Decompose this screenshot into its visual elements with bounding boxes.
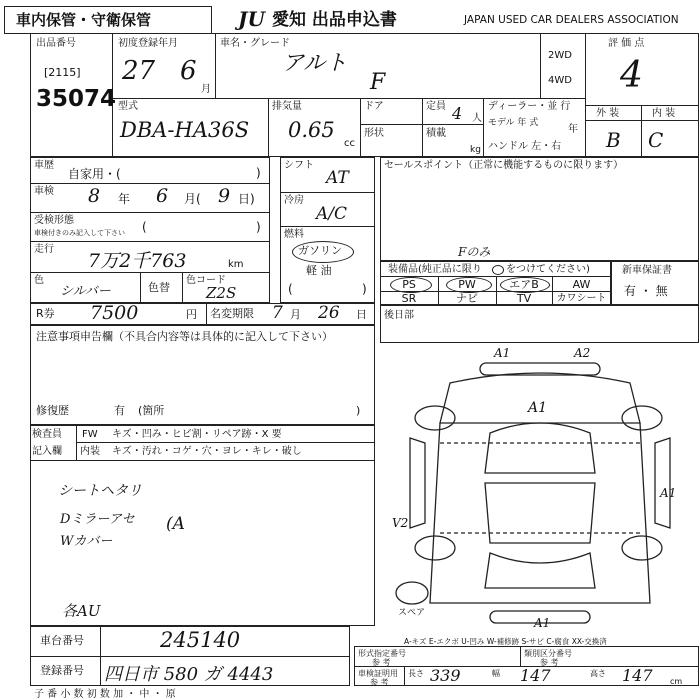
mark-v2-left: V2 [392,516,409,530]
registration-year: 27 [122,56,156,86]
interior-label: 内 装 [652,108,676,119]
vin-spec-label: 形式指定番号 [358,649,406,658]
rear-seat-label: 後日部 [384,310,414,321]
fuel-diesel: 軽 油 [306,264,332,277]
fuel-label: 燃料 [284,229,304,240]
aircon-value: A/C [316,204,348,224]
mileage-value: 7万2千763 [88,250,187,272]
dimension-unit: cm [670,677,683,686]
note-wcover: Wカバー [60,534,113,549]
cert-sub: 参 考 [370,678,389,687]
rating-score: 4 [620,55,643,96]
history-value: 自家用・( [68,167,121,181]
color-code-label: 色コード [186,275,226,286]
model-label: 型式 [118,101,138,112]
dealer-import-label: ディーラー・並 行 [488,101,571,112]
dealer-year-unit: 年 [568,124,578,135]
r-ticket-unit: 円 [186,308,197,321]
accept-note: 車検付きのみ記入して下さい [34,229,125,237]
history-label: 車歴 [34,160,54,171]
note-a: (A [166,514,185,534]
width-value: 147 [520,666,551,685]
warranty-value: 有 ・ 無 [624,284,668,298]
car-damage-diagram [380,343,699,643]
interior-grade: C [648,128,664,152]
chassis-value: 245140 [160,628,241,652]
drive-4wd: 4WD [548,75,572,86]
mileage-label: 走行 [34,244,54,255]
category-sub: 参 考 [540,658,559,667]
fuel-open: ( [288,282,293,296]
registration-label: 初度登録年月 [118,38,178,49]
notes-label: 注意事項申告欄（不具合内容等は具体的に記入して下さい） [36,330,333,343]
equip-pw: PW [458,278,476,291]
dealer-model-year-label: モデル 年 式 [488,118,539,128]
equip-tv: TV [516,292,532,305]
mark-a2-front: A2 [574,346,591,360]
ju-logo: JU [238,7,265,31]
rear-seat-block [380,305,699,343]
warranty-label: 新車保証書 [622,265,672,276]
shift-label: シフト [284,160,314,171]
capacity-label: 定員 [426,101,446,112]
equipment-label: 装備品(純正品に限り [388,264,482,275]
name-change-label: 名変期限 [210,307,254,320]
exterior-label: 外 装 [596,108,620,119]
equip-ps: PS [402,278,416,291]
bottom-row: 子 番 小 数 初 数 加 ・ 中 ・ 原 [34,689,176,700]
chassis-label: 車台番号 [40,634,84,647]
name-change-day: 26 [318,303,340,323]
equip-seat: カワシート [556,293,607,304]
lot-number: 35074 [36,86,117,112]
plate-label: 登録番号 [40,664,84,677]
lot-label: 出品番号 [36,38,76,49]
inspector-interior-label: 内装 [80,446,100,457]
extra-note: 各AU [62,602,101,620]
color-label: 色 [34,275,44,286]
sales-point-label: セールスポイント（正常に機能するものに限ります） [384,160,624,171]
inspector-label-2: 記入欄 [32,446,62,457]
repair-part: (箇所 [138,404,165,417]
color-code: Z2S [206,284,237,302]
displacement-label: 排気量 [272,101,302,112]
inspector-fw-label: FW [82,429,98,440]
exterior-grade: B [606,128,621,152]
doors-label: ドア [364,101,384,112]
spare-label: スペア [398,608,426,618]
cert-label: 車検証明用 [358,669,398,678]
r-ticket-value: 7500 [90,302,139,324]
equip-sr: SR [401,292,417,305]
inspection-label: 車検 [34,186,54,197]
inspector-fw-items: キズ・凹み・ヒビ割・リペア跡・X 要 [112,429,282,440]
length-value: 339 [430,666,461,685]
repair-close: ) [356,404,361,417]
height-label: 高さ [590,669,606,678]
plate-value: 四日市 580 ガ 4443 [104,664,274,685]
registration-month: 6 [180,56,197,86]
inspection-month: 6 [156,185,169,207]
length-label: 長さ [408,669,424,678]
vin-spec-sub: 参 考 [372,658,391,667]
dealer-handle-label: ハンドル 左・右 [488,141,562,152]
accept-label: 受検形態 [34,215,74,226]
car-grade: F [370,70,386,95]
equip-airbag: エアB [509,278,539,291]
repair-value: 有 [114,404,125,417]
height-value: 147 [622,666,653,685]
association-name: JAPAN USED CAR DEALERS ASSOCIATION [464,14,679,26]
fuel-gas: ガソリン [298,244,342,257]
equip-navi: ナビ [456,292,478,305]
r-ticket-label: R券 [36,307,55,320]
note-mirror: Dミラーアセ [60,512,135,527]
width-label: 幅 [492,669,500,678]
rating-label: 評 価 点 [608,38,645,49]
inspection-day: 9 [218,185,231,207]
accept-open: ( [142,220,147,234]
registration-month-unit: 月 [201,84,211,95]
inspection-year: 8 [88,185,101,207]
displacement-value: 0.65 [288,118,335,142]
equipment-label-end: をつけてください) [506,264,590,275]
color-change-label: 色替 [148,281,170,294]
sales-point-block [380,157,699,261]
drive-2wd: 2WD [548,50,572,61]
mark-a1-rear: A1 [534,616,551,630]
accept-close: ) [256,220,261,234]
mark-a1-right: A1 [660,486,677,500]
color-value: シルバー [60,284,111,299]
equip-aw: AW [572,278,591,291]
name-change-month: 7 [272,303,283,323]
form-title: 愛知 出品申込書 [272,10,397,30]
damage-legend: A-キズ E-エクボ U-凹み W-補修跡 S-サビ C-腐食 XX-交換済 [404,637,607,646]
name-change-month-unit: 月 [290,308,301,321]
name-change-day-unit: 日 [356,308,367,321]
inspector-interior-items: キズ・汚れ・コゲ・穴・ヨレ・キレ・破し [112,446,302,457]
mark-a1-hood: A1 [528,400,548,416]
car-name: アルト [282,51,348,76]
history-close: ) [256,166,261,180]
inspector-label-1: 検査員 [32,429,62,440]
capacity-unit: 人 [472,113,482,124]
load-unit: kg [470,145,481,155]
fuel-close: ) [362,282,367,296]
inspection-year-unit: 年 [118,192,131,206]
mark-a1-front: A1 [494,346,511,360]
equipment-circle-sample [492,265,504,275]
note-seat: シートヘタリ [58,483,142,499]
capacity-value: 4 [452,104,463,123]
aircon-label: 冷房 [284,195,304,206]
repair-label: 修復歴 [36,404,69,417]
top-left-title: 車内保管・守衛保管 [16,11,152,29]
inspection-day-unit: 日) [238,192,255,206]
shape-label: 形状 [364,128,384,139]
model-value: DBA-HA36S [120,118,250,142]
inspection-month-unit: 月( [184,192,201,206]
category-label: 類別区分番号 [524,649,572,658]
car-name-label: 車名・グレード [220,38,290,49]
mileage-unit: km [228,259,244,270]
sales-point-note: Fのみ [458,245,491,259]
lot-small-number: [2115] [44,66,81,79]
load-label: 積載 [426,128,446,139]
shift-value: AT [326,168,349,188]
displacement-unit: cc [344,138,355,149]
